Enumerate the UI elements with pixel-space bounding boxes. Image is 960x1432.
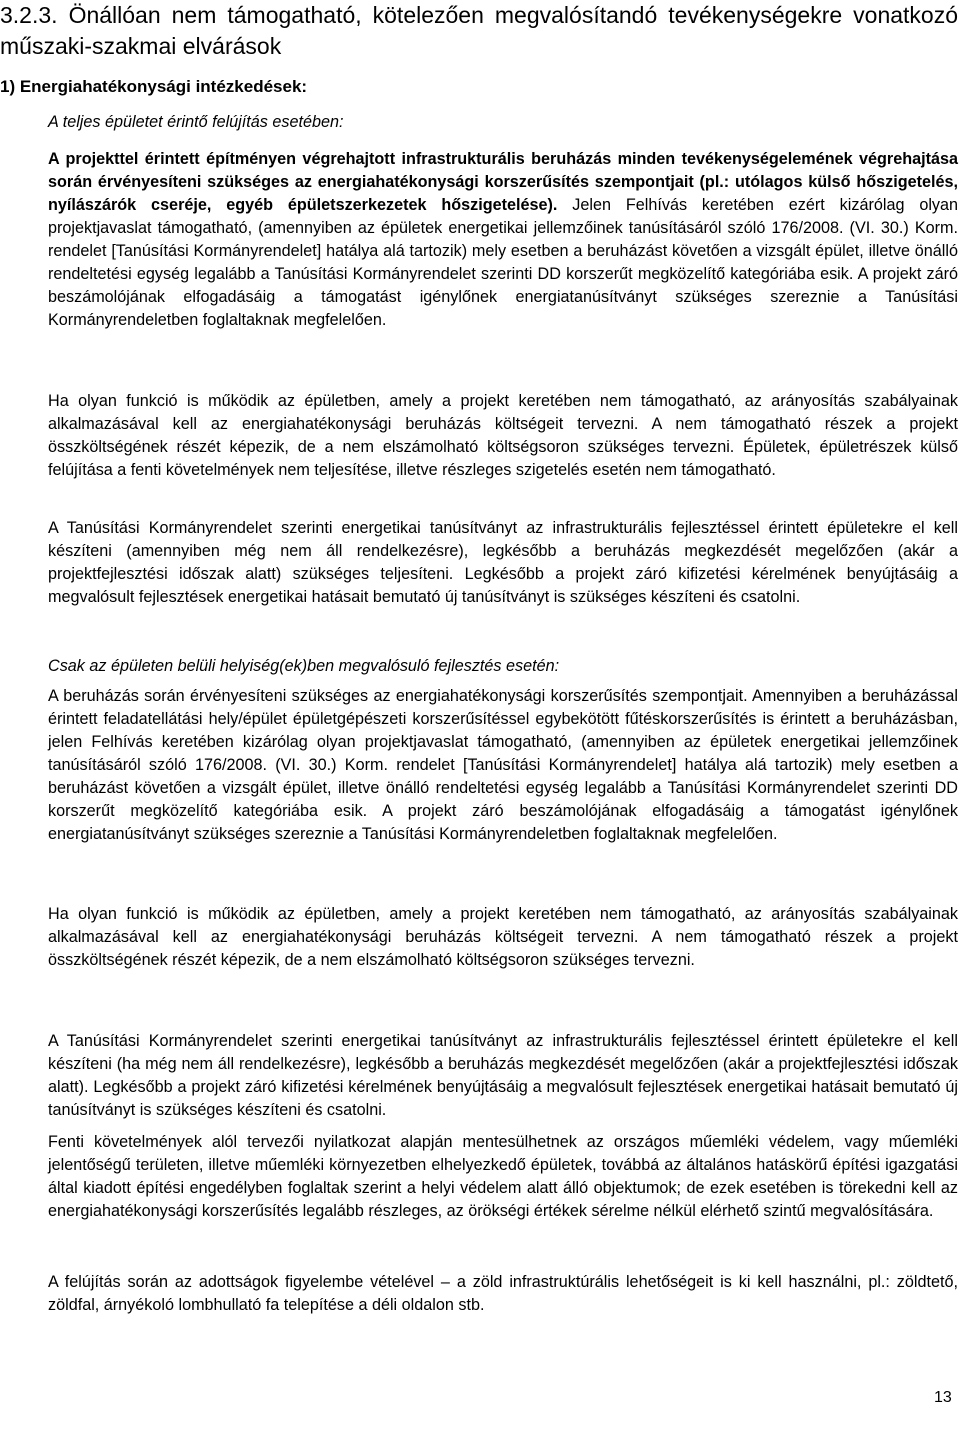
case-heading-full-renovation: A teljes épületet érintő felújítás esetében: (48, 113, 344, 131)
paragraph: Ha olyan funkció is működik az épületben, amely a projekt keretében nem támogatható, az arányosítás szabályainak alkalmazásával kell az energiahatékonysági beruházás költségeit tervezni. A nem támogatható részek a projekt összköltségének részét képezik, de a nem elszámolható költségsoron szükséges tervezni. (48, 905, 958, 969)
section-title: Önállóan nem támogatható, kötelezően megvalósítandó tevékenységekre vonatkozó műszaki-szakmai elvárások (0, 2, 959, 59)
subsection-heading: 1) Energiahatékonysági intézkedések: (0, 77, 308, 96)
paragraph: A Tanúsítási Kormányrendelet szerinti energetikai tanúsítványt az infrastrukturális fejlesztéssel érintett épületekre el kell készíteni (ha még nem áll rendelkezésre), legkésőbb a beruházás megkezdését megelőzően (akár a projektfejlesztési időszak alatt). Legkésőbb a projekt záró kifizetési kérelmének benyújtásáig a megvalósult fejlesztések energetikai hatásait bemutató új tanúsítványt is szükséges készíteni és csatolni. (48, 1032, 958, 1119)
paragraph: Fenti követelmények alól tervezői nyilatkozat alapján mentesülhetnek az országos műemléki védelem, vagy műemléki jelentőségű területen, illetve műemléki környezetben elhelyezkedő épületek, továbbá az általános hatáskörű építési igazgatási által kiadott építési engedélyben foglaltak szerint a helyi védelem alatt álló objektumok; de ezek esetében is törekedni kell az energiahatékonysági korszerűsítés legalább részleges, az örökségi értékek sérelme nélkül elérhető szintű megvalósítására. (48, 1133, 958, 1220)
paragraph: A Tanúsítási Kormányrendelet szerinti energetikai tanúsítványt az infrastrukturális fejlesztéssel érintett épületekre el kell készíteni (amennyiben még nem áll rendelkezésre), legkésőbb a beruházás megkezdését megelőzően (akár a projektfejlesztési időszak alatt) szükséges teljesíteni. Legkésőbb a projekt záró kifizetési kérelmének benyújtásáig a megvalósult fejlesztések energetikai hatásait bemutató új tanúsítványt is szükséges készíteni és csatolni. (48, 519, 958, 606)
section-heading (0, 0, 958, 62)
paragraph: A felújítás során az adottságok figyelembe vételével – a zöld infrastruktúrális lehetőségeit is ki kell használni, pl.: zöldtető, zöldfal, árnyékoló lombhullató fa telepítése a déli oldalon stb. (48, 1273, 958, 1314)
paragraph-bold-text: A projekttel érintett építményen végrehajtott infrastrukturális beruházás minden tevékenységelemének végrehajtása során érvényesíteni szükséges az energiahatékonysági korszerűsítés szempontjait (pl.: utólagos külső hőszigetelés, nyílászárók cseréje, egyéb épületszerkezetek hőszigetelése). (48, 150, 958, 214)
paragraph (48, 148, 958, 332)
page-number: 13 (934, 1389, 952, 1406)
paragraph: A beruházás során érvényesíteni szükséges az energiahatékonysági korszerűsítés szempontjait. Amennyiben a beruházással érintett feladatellátási hely/épület épületgépészeti korszerűsítéssel egybekötött fűtéskorszerűsítés is érintett a beruházásban, jelen Felhívás keretében kizárólag olyan projektjavaslat támogatható, (amennyiben az épületek energetikai jellemzőinek tanúsításáról szóló 176/2008. (VI. 30.) Korm. rendelet [Tanúsítási Kormányrendelet] hatálya alá tartozik) mely esetben a beruházást követően a vizsgált épület, illetve önálló rendeltetési egység legalább a Tanúsítási Kormányrendelet szerinti DD korszerűt megközelítő kategóriába esik. A projekt záró beszámolójának elfogadásáig a támogatást igénylőnek energiatanúsítványt szükséges szereznie a Tanúsítási Kormányrendeletben foglaltaknak megfelelően. (48, 687, 958, 843)
paragraph: Ha olyan funkció is működik az épületben, amely a projekt keretében nem támogatható, az arányosítás szabályainak alkalmazásával kell az energiahatékonysági beruházás költségeit tervezni. A nem támogatható részek a projekt összköltségének részét képezik, de a nem elszámolható költségsoron szükséges tervezni. Épületek, épületrészek külső felújítása a fenti követelmények nem teljesítése, illetve részleges szigetelés esetén nem támogatható. (48, 392, 958, 479)
paragraph-text: Jelen Felhívás keretében ezért kizárólag olyan projektjavaslat támogatható, (amennyiben az épületek energetikai jellemzőinek tanúsításáról szóló 176/2008. (VI. 30.) Korm. rendelet [Tanúsítási Kormányrendelet] hatálya alá tartozik) mely esetben a beruházást követően a vizsgált épület, illetve önálló rendeltetési egység legalább a Tanúsítási Kormányrendelet szerinti DD korszerűt megközelítő kategóriába esik. A projekt záró beszámolójának elfogadásáig a támogatást igénylőnek energiatanúsítványt szükséges szereznie a Tanúsítási Kormányrendeletben foglaltaknak megfelelően. (48, 196, 959, 329)
case-heading-internal-rooms: Csak az épületen belüli helyiség(ek)ben megvalósuló fejlesztés esetén: (48, 657, 560, 675)
section-number: 3.2.3. (0, 2, 58, 28)
